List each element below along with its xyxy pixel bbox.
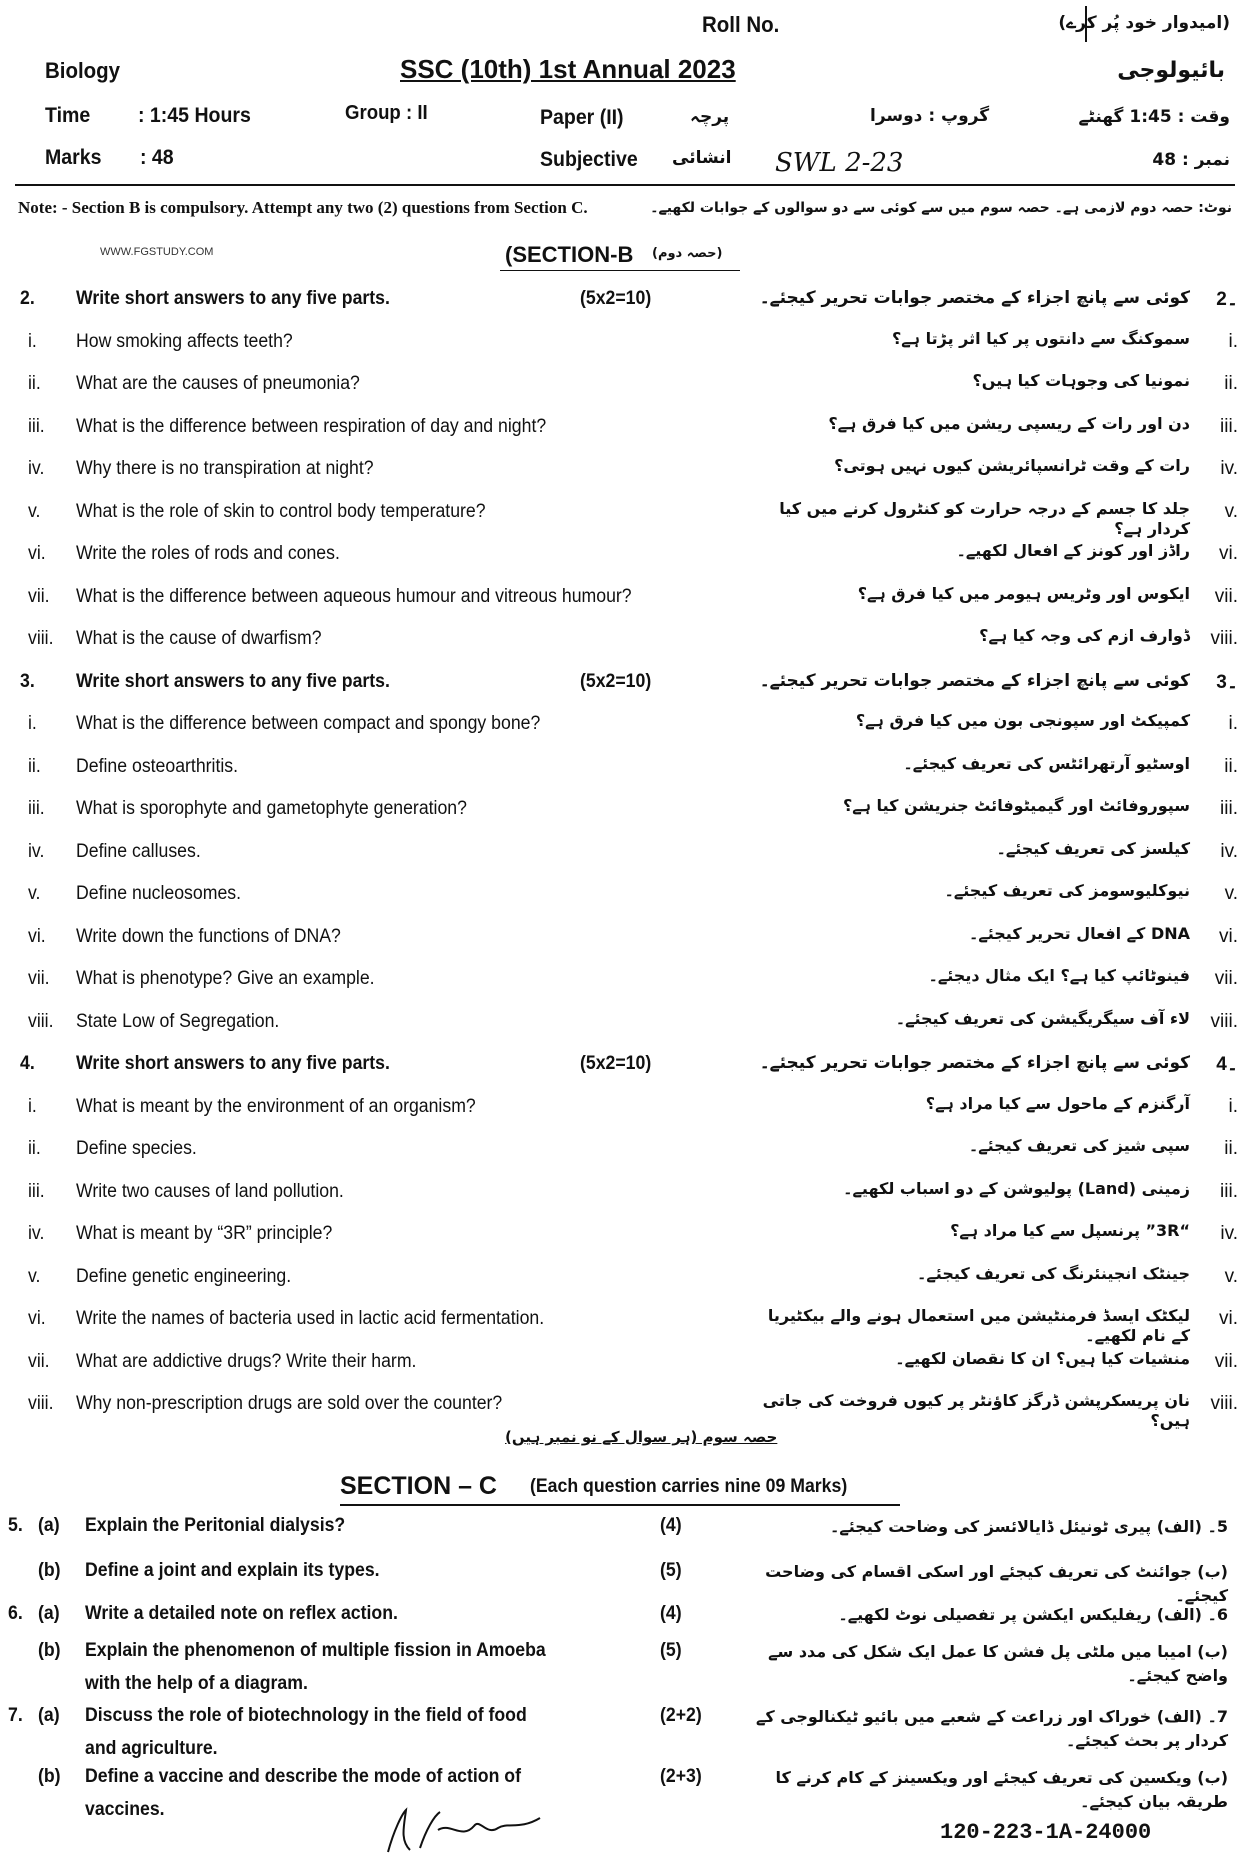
part-text: What are addictive drugs? Write their harm.: [76, 1350, 417, 1372]
part-number: i.: [28, 330, 37, 352]
part-text: What is meant by the environment of an organism?: [76, 1095, 476, 1117]
part-text: What is the cause of dwarfism?: [76, 628, 322, 649]
marks-value: : 48: [140, 146, 174, 169]
subjective-ur: انشائی: [672, 148, 732, 168]
part-number: v.: [28, 500, 41, 522]
part-number: vi.: [28, 925, 46, 947]
part-number-ur: ii.: [1224, 373, 1238, 394]
part-text: What is the difference between compact and spongy bone?: [76, 713, 541, 734]
time-ur: وقت : 1:45 گھنٹے: [1078, 107, 1230, 127]
part-number: iv.: [28, 840, 45, 862]
part-text: Write a detailed note on reflex action.: [85, 1603, 398, 1624]
section-c-underline: [340, 1504, 900, 1506]
part-number-ur: iv.: [1220, 458, 1238, 479]
section-c-subtitle: (Each question carries nine 09 Marks): [530, 1476, 848, 1497]
part-number-ur: iv.: [1220, 1223, 1238, 1244]
part-number: iii.: [28, 798, 45, 819]
part-number-ur: i.: [1228, 713, 1238, 734]
part-number-ur: vi.: [1219, 925, 1238, 947]
question-marks: (5x2=10): [580, 1053, 652, 1074]
part-text-ur: 6۔ (الف) ریفلیکس ایکشن پر تفصیلی نوٹ لکھیے۔: [838, 1605, 1228, 1624]
question-instruction: Write short answers to any five parts.: [76, 1053, 390, 1074]
part-text: Write down the functions of DNA?: [76, 925, 341, 947]
part-number-ur: viii.: [1210, 1393, 1238, 1414]
part-text: What are the causes of pneumonia?: [76, 373, 360, 394]
part-text: What is the role of skin to control body temperature?: [76, 500, 486, 522]
question-instruction-ur: کوئی سے پانچ اجزاء کے مختصر جوابات تحریر کیجئے۔: [759, 288, 1190, 308]
part-number-ur: iv.: [1220, 840, 1238, 862]
paper-ur: پرچہ: [690, 107, 730, 127]
part-text-ur: ایکوس اور وٹریس ہیومر میں کیا فرق ہے؟: [857, 583, 1190, 603]
part-text-ur: “3R” پرنسپل سے کیا مراد ہے؟: [950, 1221, 1190, 1240]
part-number: ii.: [28, 755, 41, 777]
part-number: vii.: [28, 1350, 50, 1372]
part-number: v.: [28, 883, 41, 904]
part-label: (a): [38, 1515, 60, 1536]
part-marks: (5): [660, 1560, 682, 1581]
question-number: 7.: [8, 1705, 23, 1726]
part-text: Discuss the role of biotechnology in the field of food: [85, 1705, 527, 1726]
part-text: Write two causes of land pollution.: [76, 1180, 344, 1202]
part-text-ur: جلد کا جسم کے درجہ حرارت کو کنٹرول کرنے میں کیا کردار ہے؟: [779, 498, 1190, 538]
part-marks: (4): [660, 1603, 682, 1624]
part-text: with the help of a diagram.: [85, 1673, 308, 1694]
part-text: How smoking affects teeth?: [76, 330, 293, 352]
part-number-ur: vii.: [1214, 968, 1238, 989]
part-text-ur: آرگنزم کے ماحول سے کیا مراد ہے؟: [925, 1093, 1190, 1113]
part-marks: (2+3): [660, 1766, 702, 1787]
part-text: What is the difference between aqueous humour and vitreous humour?: [76, 585, 632, 607]
section-b-underline: [500, 270, 740, 271]
roll-no-label: Roll No.: [702, 12, 780, 37]
part-number: v.: [28, 1265, 41, 1287]
part-number-ur: i.: [1228, 1095, 1238, 1117]
part-text: vaccines.: [85, 1799, 165, 1820]
part-text: Write the roles of rods and cones.: [76, 543, 340, 564]
part-marks: (2+2): [660, 1705, 702, 1726]
part-text-ur: کیلسز کی تعریف کیجئے۔: [996, 838, 1190, 858]
part-text: Define osteoarthritis.: [76, 755, 239, 777]
part-number-ur: vi.: [1219, 543, 1238, 564]
part-label: (b): [38, 1640, 61, 1661]
question-number-ur: 4۔: [1216, 1054, 1238, 1075]
watermark-text: WWW.FGSTUDY.COM: [100, 246, 214, 258]
part-number: iv.: [28, 458, 45, 479]
part-number-ur: viii.: [1210, 628, 1238, 649]
paper-label: Paper (II): [540, 106, 624, 129]
part-text: Define genetic engineering.: [76, 1265, 292, 1287]
time-label: Time: [45, 104, 91, 127]
part-label: (a): [38, 1705, 60, 1726]
part-text-ur: سپوروفائٹ اور گیمیٹوفائٹ جنریشن کیا ہے؟: [842, 796, 1190, 815]
part-text: and agriculture.: [85, 1738, 218, 1759]
part-number-ur: vii.: [1214, 585, 1238, 607]
part-number: i.: [28, 713, 37, 734]
part-text-ur: (ب) جوائنٹ کی تعریف کیجئے اور اسکی اقسام کی وضاحت کیجئے۔: [765, 1562, 1228, 1605]
part-text: State Low of Segregation.: [76, 1010, 280, 1032]
marks-label: Marks: [45, 146, 102, 169]
group-label: Group : II: [345, 102, 428, 124]
part-number: ii.: [28, 373, 41, 394]
part-text: Why non-prescription drugs are sold over the counter?: [76, 1393, 503, 1414]
part-text: Define a joint and explain its types.: [85, 1560, 380, 1581]
part-number-ur: ii.: [1224, 1138, 1238, 1159]
part-number: viii.: [28, 1010, 54, 1032]
part-number-ur: vii.: [1214, 1350, 1238, 1372]
part-number-ur: vi.: [1219, 1308, 1238, 1329]
part-text-ur: (ب) ویکسین کی تعریف کیجئے اور ویکسینز کے کام کرنے کا طریقہ بیان کیجئے۔: [775, 1768, 1228, 1811]
part-text-ur: سموکنگ سے دانتوں پر کیا اثر پڑتا ہے؟: [892, 328, 1190, 348]
part-number-ur: ii.: [1224, 755, 1238, 777]
section-b-title: (SECTION-B: [505, 242, 634, 267]
part-number-ur: i.: [1228, 330, 1238, 352]
part-text-ur: 7۔ (الف) خوراک اور زراعت کے شعبے میں بائیو ٹیکنالوجی کے کردار پر بحث کیجئے۔: [755, 1707, 1228, 1750]
question-instruction-ur: کوئی سے پانچ اجزاء کے مختصر جوابات تحریر کیجئے۔: [759, 670, 1190, 691]
part-text-ur: (ب) امیبا میں ملٹی پل فشن کا عمل ایک شکل کی مدد سے واضح کیجئے۔: [768, 1642, 1228, 1685]
part-text-ur: دن اور رات کے ریسپی ریشن میں کیا فرق ہے؟: [828, 413, 1190, 433]
question-number-ur: 2۔: [1216, 289, 1238, 310]
subjective-label: Subjective: [540, 148, 638, 171]
question-number: 3.: [20, 670, 35, 692]
part-text: Define a vaccine and describe the mode of action of: [85, 1766, 521, 1787]
part-number-ur: viii.: [1210, 1010, 1238, 1032]
part-text-ur: نمونیا کی وجوہات کیا ہیں؟: [972, 371, 1190, 390]
exam-title: SSC (10th) 1st Annual 2023: [400, 54, 736, 84]
part-marks: (4): [660, 1515, 682, 1536]
question-number: 2.: [20, 288, 35, 309]
part-text-ur: نیوکلیوسومز کی تعریف کیجئے۔: [944, 881, 1190, 900]
part-number-ur: v.: [1224, 1265, 1238, 1287]
part-text-ur: ڈوارف ازم کی وجہ کیا ہے؟: [979, 626, 1190, 645]
subject-label: Biology: [45, 58, 121, 83]
subject-ur: بائیولوجی: [1117, 58, 1225, 83]
question-instruction-ur: کوئی سے پانچ اجزاء کے مختصر جوابات تحریر کیجئے۔: [759, 1053, 1190, 1073]
part-text-ur: زمینی (Land) پولیوشن کے دو اسباب لکھیے۔: [843, 1178, 1190, 1198]
part-number-ur: iii.: [1220, 415, 1238, 437]
part-number-ur: v.: [1224, 883, 1238, 904]
question-number-ur: 3۔: [1216, 671, 1238, 693]
part-text: Why there is no transpiration at night?: [76, 458, 374, 479]
part-label: (b): [38, 1766, 61, 1787]
part-text-ur: DNA کے افعال تحریر کیجئے۔: [968, 923, 1190, 943]
time-value: : 1:45 Hours: [138, 104, 251, 127]
part-text-ur: لاء آف سیگریگیشن کی تعریف کیجئے۔: [895, 1008, 1190, 1028]
part-text-ur: نان پریسکرپشن ڈرگز کاؤنٹر پر کیوں فروخت کی جاتی ہیں؟: [762, 1391, 1190, 1430]
part-text: Define calluses.: [76, 840, 201, 862]
signature: [380, 1800, 550, 1856]
part-text: Write the names of bacteria used in lactic acid fermentation.: [76, 1308, 545, 1329]
part-text-ur: کمپیکٹ اور سپونجی بون میں کیا فرق ہے؟: [855, 711, 1190, 730]
question-marks: (5x2=10): [580, 670, 652, 692]
question-instruction: Write short answers to any five parts.: [76, 670, 390, 692]
marks-ur: نمبر : 48: [1152, 150, 1230, 170]
note-text: Note: - Section B is compulsory. Attempt any two (2) questions from Section C.: [18, 198, 588, 217]
part-number: iv.: [28, 1223, 45, 1244]
note-ur: نوٹ: حصہ دوم لازمی ہے۔ حصہ سوم میں سے کوئی سے دو سوالوں کے جوابات لکھیے۔: [650, 200, 1232, 216]
part-text: Define nucleosomes.: [76, 883, 242, 904]
part-number: vi.: [28, 1308, 46, 1329]
part-text: Explain the Peritonial dialysis?: [85, 1515, 346, 1536]
part-number: viii.: [28, 1393, 54, 1414]
part-text-ur: جینٹک انجینئرنگ کی تعریف کیجئے۔: [917, 1263, 1190, 1283]
group-ur: گروپ : دوسرا: [870, 106, 990, 126]
part-text: What is phenotype? Give an example.: [76, 968, 375, 989]
part-marks: (5): [660, 1640, 682, 1661]
part-text-ur: رات کے وقت ٹرانسپائریشن کیوں نہیں ہوتی؟: [834, 456, 1190, 475]
paper-code: 120-223-1A-24000: [940, 1820, 1152, 1845]
part-text-ur: منشیات کیا ہیں؟ ان کا نقصان لکھیے۔: [895, 1348, 1190, 1368]
part-number: viii.: [28, 628, 54, 649]
part-text-ur: اوسٹیو آرتھرائٹس کی تعریف کیجئے۔: [903, 753, 1190, 773]
part-text-ur: فینوٹائپ کیا ہے؟ ایک مثال دیجئے۔: [928, 966, 1190, 985]
question-number: 4.: [20, 1053, 35, 1074]
part-text: Define species.: [76, 1138, 197, 1159]
part-label: (a): [38, 1603, 60, 1624]
section-b-title-ur: (حصہ دوم): [652, 246, 723, 261]
part-text: What is sporophyte and gametophyte generation?: [76, 798, 467, 819]
part-number: i.: [28, 1095, 37, 1117]
part-number: vii.: [28, 585, 50, 607]
question-marks: (5x2=10): [580, 288, 652, 309]
part-number-ur: iii.: [1220, 798, 1238, 819]
question-instruction: Write short answers to any five parts.: [76, 288, 390, 309]
part-number: vii.: [28, 968, 50, 989]
part-number: ii.: [28, 1138, 41, 1159]
question-number: 6.: [8, 1603, 23, 1624]
part-number-ur: v.: [1224, 500, 1238, 522]
part-number: vi.: [28, 543, 46, 564]
part-text: What is the difference between respiration of day and night?: [76, 415, 547, 437]
handwritten-code: SWL 2-23: [775, 148, 904, 178]
part-text: Explain the phenomenon of multiple fission in Amoeba: [85, 1640, 546, 1661]
part-text-ur: لیکٹک ایسڈ فرمنٹیشن میں استعمال ہونے والے بیکٹیریا کے نام لکھیے۔: [767, 1306, 1190, 1345]
candidate-note-ur: (امیدوار خود پُر کرے): [1058, 13, 1230, 33]
part-text-ur: سپی شیز کی تعریف کیجئے۔: [968, 1136, 1190, 1155]
part-number: iii.: [28, 1180, 45, 1202]
header-rule: [15, 184, 1235, 186]
part-label: (b): [38, 1560, 61, 1581]
section-c-title: SECTION – C: [340, 1472, 497, 1500]
question-number: 5.: [8, 1515, 23, 1536]
part-number: iii.: [28, 415, 45, 437]
section-c-title-ur: حصہ سوم (ہر سوال کے نو نمبر ہیں): [505, 1428, 778, 1446]
part-text-ur: 5۔ (الف) پیری ٹونیئل ڈایالائسز کی وضاحت کیجئے۔: [829, 1517, 1228, 1536]
part-text-ur: راڈز اور کونز کے افعال لکھیے۔: [956, 541, 1190, 560]
part-text: What is meant by “3R” principle?: [76, 1223, 333, 1244]
part-number-ur: iii.: [1220, 1180, 1238, 1202]
